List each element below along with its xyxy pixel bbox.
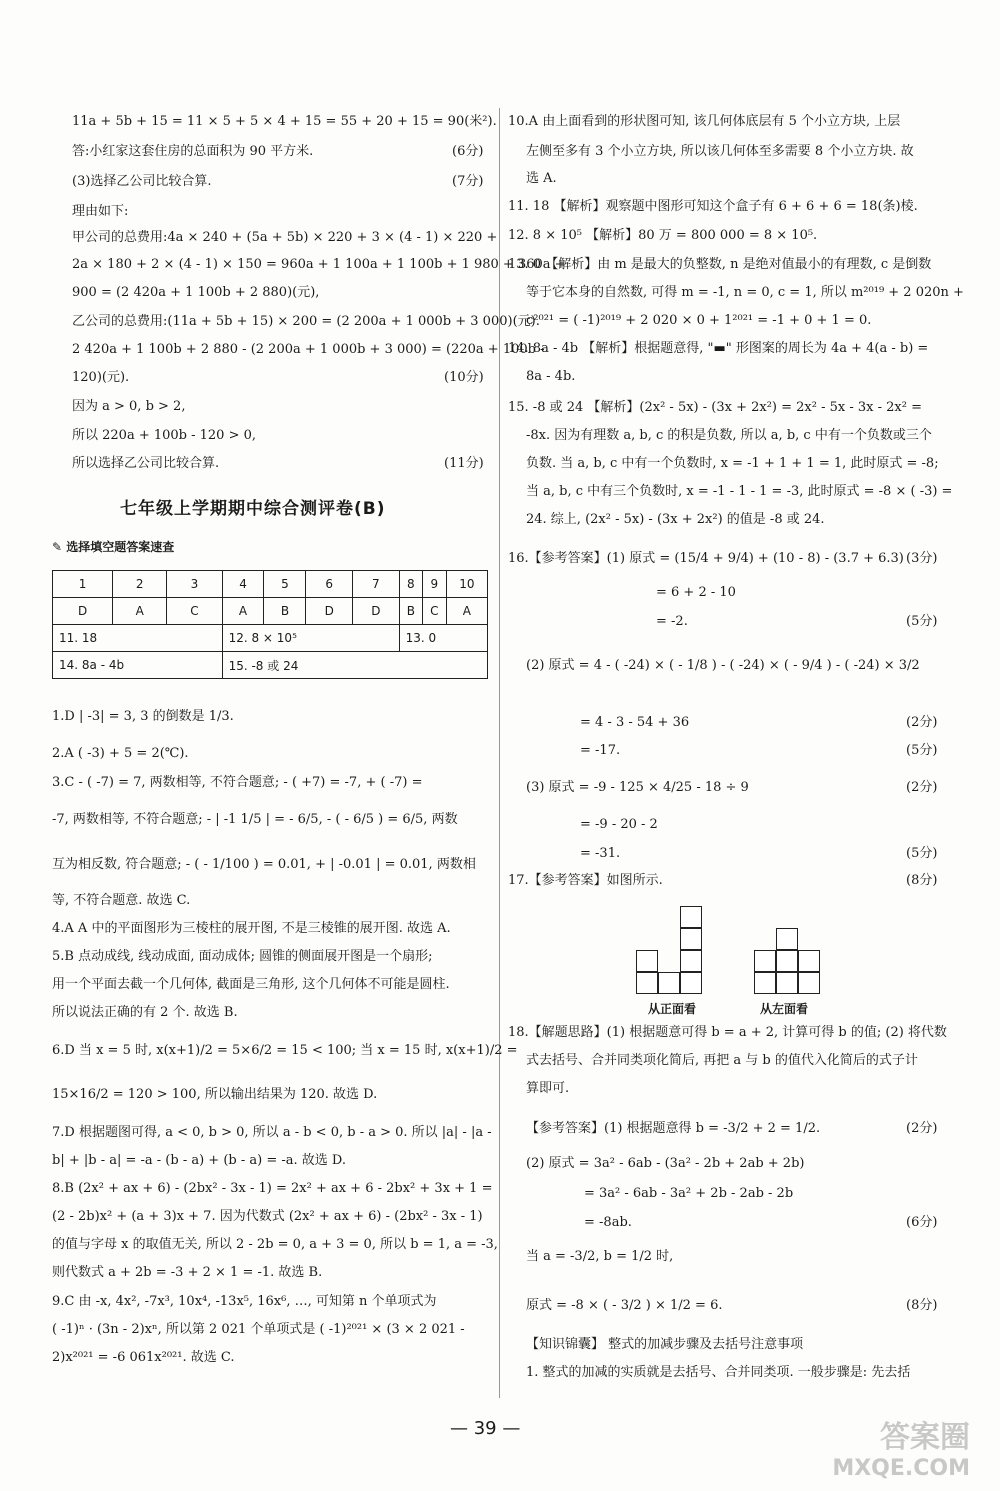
cube-square [754, 950, 776, 972]
page-number: — 39 — [450, 1418, 521, 1439]
text-line: 因为 a > 0, b > 2, [72, 399, 186, 414]
answer-cell: B [264, 598, 306, 625]
text-line: (3)选择乙公司比较合算. [72, 174, 212, 189]
fill-answer-13: 13. 0 [399, 625, 487, 652]
score-note: (5分) [906, 743, 938, 758]
fill-answer-15: 15. -8 或 24 [222, 652, 487, 679]
text-line: 2.A ( -3) + 5 = 2(℃). [52, 746, 189, 761]
text-line: 15×16/2 = 120 > 100, 所以输出结果为 120. 故选 D. [52, 1087, 378, 1102]
cube-square [680, 950, 702, 972]
cube-square [776, 950, 798, 972]
watermark-url: MXQE.COM [832, 1456, 970, 1481]
answer-cell: A [222, 598, 264, 625]
text-line: 【参考答案】(1) 根据题意得 b = -3/2 + 2 = 1/2. [526, 1121, 821, 1136]
text-line: 11a + 5b + 15 = 11 × 5 + 5 × 4 + 15 = 55 + 20 + 15 = 90(米²). [72, 114, 497, 129]
score-note: (2分) [906, 715, 938, 730]
text-line: 的值与字母 x 的取值无关, 所以 2 - 2b = 0, a + 3 = 0, 所以 b = 1, a = -3, [52, 1237, 498, 1252]
text-line: 答:小红家这套住房的总面积为 90 平方米. [72, 144, 314, 159]
left-view-caption: 从左面看 [760, 1002, 809, 1016]
cube-square [798, 950, 820, 972]
text-line: 甲公司的总费用:4a × 240 + (5a + 5b) × 220 + 3 × (4 - 1) × 220 + [72, 230, 498, 245]
watermark-logo: 答案圈 [880, 1420, 970, 1455]
text-line: 负数. 当 a, b, c 中有一个负数时, x = -1 + 1 + 1 = 1, 此时原式 = -8; [526, 456, 939, 471]
text-line: 等, 不符合题意. 故选 C. [52, 893, 191, 908]
front-view-caption: 从正面看 [648, 1002, 697, 1016]
question-number-cell: 3 [167, 571, 222, 598]
score-note: (10分) [444, 370, 484, 385]
text-line: 互为相反数, 符合题意; - ( - 1/100 ) = 0.01, + | -0.01 | = 0.01, 两数相 [52, 857, 476, 872]
text-line: 式去括号、合并同类项化简后, 再把 a 与 b 的值代入化简后的式子计 [526, 1053, 918, 1068]
text-line: 算即可. [526, 1081, 570, 1096]
text-line: ( -1)ⁿ · (3n - 2)xⁿ, 所以第 2 021 个单项式是 ( -1)²⁰²¹ × (3 × 2 021 - [52, 1322, 465, 1337]
score-note: (7分) [452, 174, 484, 189]
score-note: (2分) [906, 780, 938, 795]
quick-check-label: ✎ 选择填空题答案速查 [52, 540, 175, 554]
question-number-cell: 6 [306, 571, 353, 598]
question-number-cell: 2 [113, 571, 167, 598]
cube-square [636, 972, 658, 994]
answer-cell: A [446, 598, 487, 625]
question-number-cell: 9 [422, 571, 446, 598]
cube-square [680, 906, 702, 928]
cube-square [776, 928, 798, 950]
text-line: 6.D 当 x = 5 时, x(x+1)/2 = 5×6/2 = 15 < 100; 当 x = 15 时, x(x+1)/2 = [52, 1043, 518, 1058]
text-line: (2) 原式 = 3a² - 6ab - (3a² - 2b + 2ab + 2b) [526, 1156, 805, 1171]
score-note: (5分) [906, 614, 938, 629]
cube-square [636, 950, 658, 972]
text-line: 所以说法正确的有 2 个. 故选 B. [52, 1005, 238, 1020]
score-note: (6分) [906, 1215, 938, 1230]
text-line: = 6 + 2 - 10 [656, 585, 736, 600]
fill-answer-11: 11. 18 [53, 625, 223, 652]
text-line: = 3a² - 6ab - 3a² + 2b - 2ab - 2b [584, 1186, 794, 1201]
cube-square [680, 972, 702, 994]
answer-cell: B [399, 598, 422, 625]
answer-cell: D [53, 598, 113, 625]
score-note: (11分) [444, 456, 484, 471]
score-note: (3分) [906, 551, 938, 566]
cube-square [776, 972, 798, 994]
text-line: 24. 综上, (2x² - 5x) - (3x + 2x²) 的值是 -8 或 24. [526, 512, 825, 527]
column-divider [499, 108, 500, 1398]
text-line: 15. -8 或 24 【解析】(2x² - 5x) - (3x + 2x²) = 2x² - 5x - 3x - 2x² = [508, 400, 922, 415]
text-line: c²⁰²¹ = ( -1)²⁰¹⁹ + 2 020 × 0 + 1²⁰²¹ = -1 + 0 + 1 = 0. [526, 313, 872, 328]
text-line: 3.C - ( -7) = 7, 两数相等, 不符合题意; - ( +7) = -7, + ( -7) = [52, 775, 423, 790]
text-line: = -2. [656, 614, 688, 629]
section-title: 七年级上学期期中综合测评卷(B) [120, 499, 386, 519]
text-line: 12. 8 × 10⁵ 【解析】80 万 = 800 000 = 8 × 10⁵. [508, 228, 818, 243]
text-line: 2)x²⁰²¹ = -6 061x²⁰²¹. 故选 C. [52, 1350, 235, 1365]
text-line: = -9 - 20 - 2 [580, 817, 658, 832]
answer-cell: C [167, 598, 222, 625]
text-line: (2) 原式 = 4 - ( -24) × ( - 1/8 ) - ( -24) × ( - 9/4 ) - ( -24) × 3/2 [526, 658, 920, 673]
text-line: = -8ab. [584, 1215, 632, 1230]
question-number-cell: 8 [399, 571, 422, 598]
score-note: (8分) [906, 1298, 938, 1313]
answer-cell: D [306, 598, 353, 625]
answer-cell: D [353, 598, 400, 625]
text-line: 7.D 根据题图可得, a < 0, b > 0, 所以 a - b < 0, b - a > 0. 所以 |a| - |a - [52, 1125, 492, 1140]
answer-table-fill-row-1 [53, 625, 488, 652]
text-line: (2 - 2b)x² + (a + 3)x + 7. 因为代数式 (2x² + ax + 6) - (2bx² - 3x - 1) [52, 1209, 483, 1224]
cube-square [680, 928, 702, 950]
text-line: 9.C 由 -x, 4x², -7x³, 10x⁴, -13x⁵, 16x⁶, …, 可知第 n 个单项式为 [52, 1294, 437, 1309]
text-line: 【知识锦囊】 整式的加减步骤及去括号注意事项 [526, 1337, 804, 1352]
text-line: 当 a, b, c 中有三个负数时, x = -1 - 1 - 1 = -3, 此时原式 = -8 × ( -3) = [526, 484, 953, 499]
text-line: 则代数式 a + 2b = -3 + 2 × 1 = -1. 故选 B. [52, 1265, 323, 1280]
answer-table [52, 570, 488, 679]
text-line: 900 = (2 420a + 1 100b + 2 880)(元), [72, 285, 320, 300]
fill-answer-12: 12. 8 × 10⁵ [222, 625, 399, 652]
question-number-cell: 7 [353, 571, 400, 598]
score-note: (8分) [906, 873, 938, 888]
text-line: 当 a = -3/2, b = 1/2 时, [526, 1249, 674, 1264]
text-line: 选 A. [526, 171, 557, 186]
text-line: 1. 整式的加减的实质就是去括号、合并同类项. 一般步骤是: 先去括 [526, 1365, 911, 1380]
text-line: 8.B (2x² + ax + 6) - (2bx² - 3x - 1) = 2x² + ax + 6 - 2bx² + 3x + 1 = [52, 1181, 493, 1196]
text-line: -8x. 因为有理数 a, b, c 的积是负数, 所以 a, b, c 中有一个负数或三个 [526, 428, 932, 443]
text-line: 乙公司的总费用:(11a + 5b + 15) × 200 = (2 200a + 1 000b + 3 000)(元). [72, 314, 540, 329]
cube-square [754, 972, 776, 994]
text-line: (3) 原式 = -9 - 125 × 4/25 - 18 ÷ 9 [526, 780, 749, 795]
text-line: 16.【参考答案】(1) 原式 = (15/4 + 9/4) + (10 - 8) - (3.7 + 6.3) [508, 551, 904, 566]
question-number-cell: 1 [53, 571, 113, 598]
text-line: = -17. [580, 743, 621, 758]
text-line: 17.【参考答案】如图所示. [508, 873, 663, 888]
text-line: 2 420a + 1 100b + 2 880 - (2 200a + 1 000b + 3 000) = (220a + 100b - [72, 342, 545, 357]
text-line: 4.A A 中的平面图形为三棱柱的展开图, 不是三棱锥的展开图. 故选 A. [52, 921, 451, 936]
text-line: = -31. [580, 846, 621, 861]
fill-answer-14: 14. 8a - 4b [53, 652, 223, 679]
cube-square [798, 972, 820, 994]
question-number-cell: 4 [222, 571, 264, 598]
score-note: (6分) [452, 144, 484, 159]
text-line: 理由如下: [72, 204, 129, 219]
text-line: 用一个平面去截一个几何体, 截面是三角形, 这个几何体不可能是圆柱. [52, 977, 450, 992]
text-line: 14. 8a - 4b 【解析】根据题意得, "▬" 形图案的周长为 4a + 4(a - b) = [508, 341, 929, 356]
text-line: 所以选择乙公司比较合算. [72, 456, 220, 471]
text-line: 左侧至多有 3 个小立方块, 所以该几何体至多需要 8 个小立方块. 故 [526, 144, 914, 159]
answer-table-fill-row-2 [53, 652, 488, 679]
text-line: 120)(元). [72, 370, 130, 385]
answer-cell: C [422, 598, 446, 625]
text-line: -7, 两数相等, 不符合题意; - | -1 1/5 | = - 6/5, - ( - 6/5 ) = 6/5, 两数 [52, 812, 458, 827]
text-line: 8a - 4b. [526, 369, 576, 384]
answer-table-answer-row [53, 598, 488, 625]
text-line: 13. 0 【解析】由 m 是最大的负整数, n 是绝对值最小的有理数, c 是倒数 [508, 257, 932, 272]
text-line: 原式 = -8 × ( - 3/2 ) × 1/2 = 6. [526, 1298, 723, 1313]
text-line: 11. 18 【解析】观察题中图形可知这个盒子有 6 + 6 + 6 = 18(条)棱. [508, 199, 918, 214]
answer-cell: A [113, 598, 167, 625]
text-line: 1.D | -3| = 3, 3 的倒数是 1/3. [52, 709, 234, 724]
score-note: (2分) [906, 1121, 938, 1136]
text-line: = 4 - 3 - 54 + 36 [580, 715, 690, 730]
question-number-cell: 10 [446, 571, 487, 598]
question-number-cell: 5 [264, 571, 306, 598]
text-line: 2a × 180 + 2 × (4 - 1) × 150 = 960a + 1 100a + 1 100b + 1 980 + 360a + [72, 257, 566, 272]
text-line: 所以 220a + 100b - 120 > 0, [72, 428, 257, 443]
text-line: b| + |b - a| = -a - (b - a) + (b - a) = -a. 故选 D. [52, 1153, 346, 1168]
cube-square [658, 972, 680, 994]
watermark [832, 1412, 970, 1481]
text-line: 10.A 由上面看到的形状图可知, 该几何体底层有 5 个小立方块, 上层 [508, 114, 901, 129]
score-note: (5分) [906, 846, 938, 861]
text-line: 等于它本身的自然数, 可得 m = -1, n = 0, c = 1, 所以 m²⁰¹⁹ + 2 020n + [526, 285, 964, 300]
text-line: 5.B 点动成线, 线动成面, 面动成体; 圆锥的侧面展开图是一个扇形; [52, 949, 433, 964]
text-line: 18.【解题思路】(1) 根据题意可得 b = a + 2, 计算可得 b 的值; (2) 将代数 [508, 1025, 947, 1040]
answer-table-number-row [53, 571, 488, 598]
